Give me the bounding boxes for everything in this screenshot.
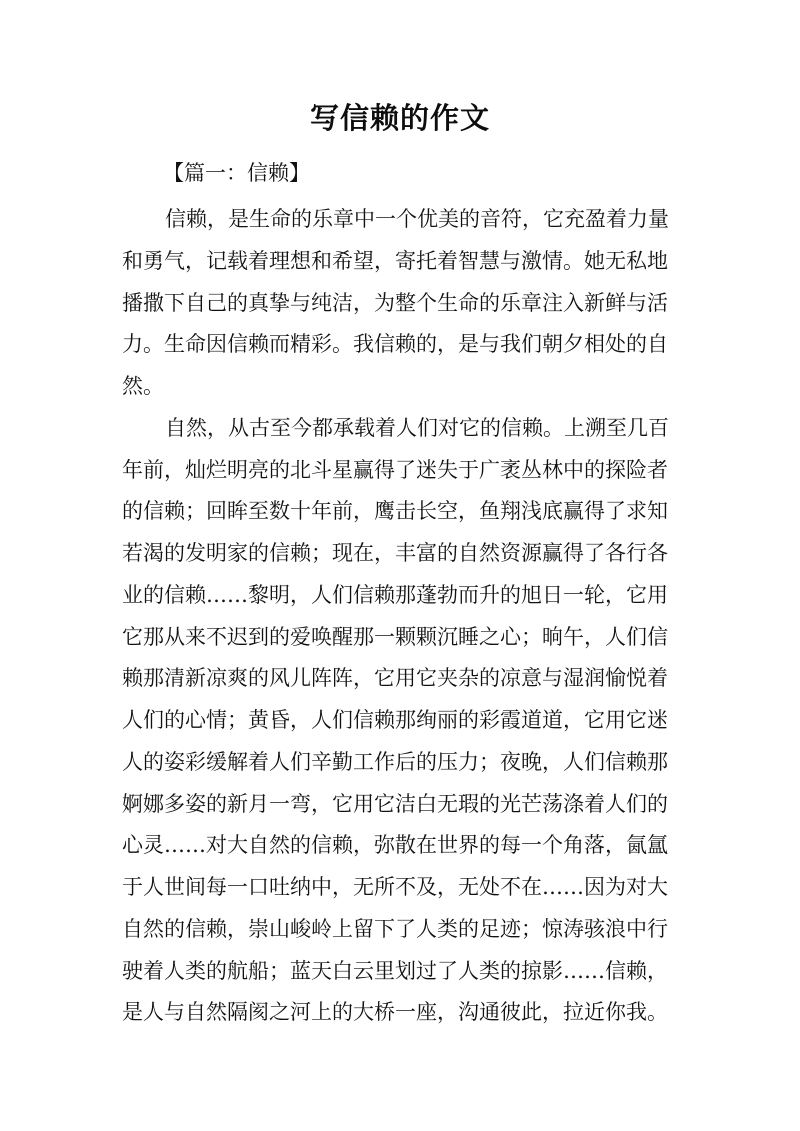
paragraph-1-line-3: 播撒下自己的真挚与纯洁，为整个生命的乐章注入新鲜与活 bbox=[122, 290, 668, 315]
paragraph-2-line-2: 年前，灿烂明亮的北斗星赢得了迷失于广袤丛林中的探险者 bbox=[122, 457, 668, 482]
paragraph-2-line-3: 的信赖；回眸至数十年前，鹰击长空，鱼翔浅底赢得了求知 bbox=[122, 499, 668, 524]
paragraph-2-line-4: 若渴的发明家的信赖；现在，丰富的自然资源赢得了各行各 bbox=[122, 541, 668, 565]
paragraph-2-line-1: 自然，从古至今都承载着人们对它的信赖。上溯至几百 bbox=[165, 415, 669, 440]
paragraph-2-line-11: 心灵……对大自然的信赖，弥散在世界的每一个角落，氤氲 bbox=[122, 833, 668, 858]
section-heading: 【篇一：信赖】 bbox=[163, 161, 310, 185]
paragraph-2-line-15: 是人与自然隔阂之河上的大桥一座，沟通彼此，拉近你我。 bbox=[122, 1000, 668, 1025]
paragraph-1-line-1: 信赖，是生命的乐章中一个优美的音符，它充盈着力量 bbox=[165, 207, 669, 231]
paragraph-2-line-6: 它那从来不迟到的爱唤醒那一颗颗沉睡之心；晌午，人们信 bbox=[122, 624, 668, 649]
paragraph-2-line-12: 于人世间每一口吐纳中，无所不及，无处不在……因为对大 bbox=[122, 875, 668, 899]
paragraph-2-line-8: 人们的心情；黄昏，人们信赖那绚丽的彩霞道道，它用它迷 bbox=[122, 708, 668, 732]
paragraph-2-line-7: 赖那清新凉爽的风儿阵阵，它用它夹杂的凉意与湿润愉悦着 bbox=[122, 666, 668, 691]
paragraph-1-line-2: 和勇气，记载着理想和希望，寄托着智慧与激情。她无私地 bbox=[122, 248, 668, 273]
paragraph-2-line-9: 人的姿彩缓解着人们辛勤工作后的压力；夜晚，人们信赖那 bbox=[122, 749, 668, 774]
paragraph-2-line-13: 自然的信赖，崇山峻岭上留下了人类的足迹；惊涛骇浪中行 bbox=[122, 916, 668, 941]
paragraph-1-line-4: 力。生命因信赖而精彩。我信赖的，是与我们朝夕相处的自 bbox=[122, 332, 668, 357]
paragraph-2-line-10: 婀娜多姿的新月一弯，它用它洁白无瑕的光芒荡涤着人们的 bbox=[122, 791, 668, 816]
paragraph-2-line-5: 业的信赖……黎明，人们信赖那蓬勃而升的旭日一轮，它用 bbox=[122, 582, 668, 607]
paragraph-1-line-5: 然。 bbox=[122, 374, 164, 398]
paragraph-2-line-14: 驶着人类的航船；蓝天白云里划过了人类的掠影……信赖， bbox=[122, 958, 668, 983]
document-body bbox=[122, 199, 678, 1034]
document-title: 写信赖的作文 bbox=[309, 101, 490, 135]
